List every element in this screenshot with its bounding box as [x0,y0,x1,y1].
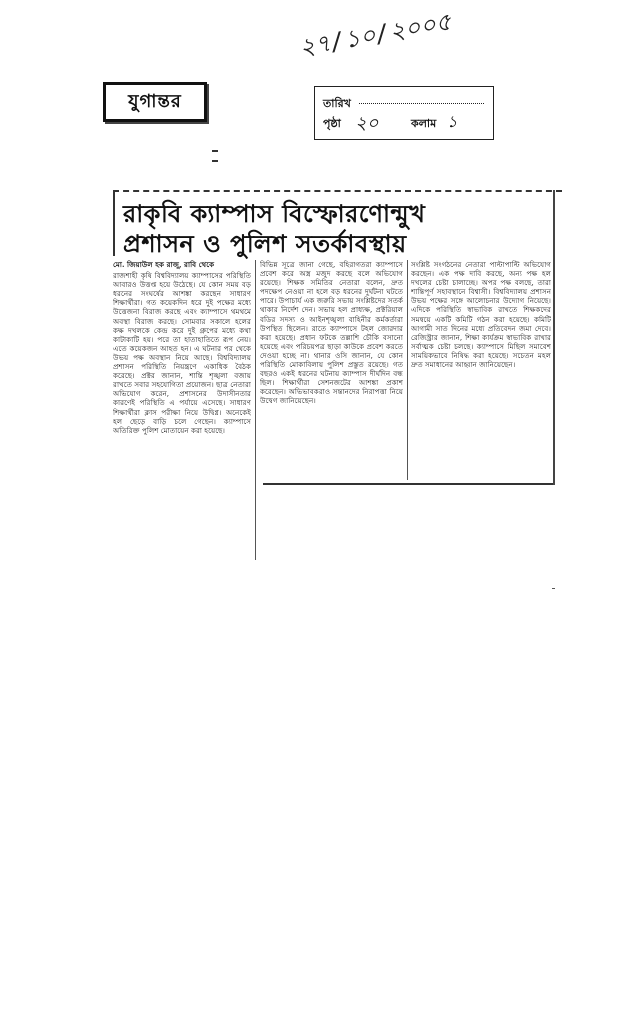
column-3-text: সংশ্লিষ্ট সংগঠনের নেতারা পাল্টাপাল্টি অভিযোগ করছেন। এক পক্ষ দাবি করছে, অন্য পক্ষ হল দখলের চেষ্টা চালাচ্ছে। অপর পক্ষ বলছে, তারা শান্তিপূর্ণ সহাবস্থানে বিশ্বাসী। বিশ্ববিদ্যালয় প্রশাসন উভয় পক্ষের সঙ্গে আলোচনার উদ্যোগ নিয়েছে। এদিকে পরিস্থিতি স্বাভাবিক রাখতে শিক্ষকদের সমন্বয়ে একটি কমিটি গঠন করা হয়েছে। কমিটি আগামী সাত দিনের মধ্যে প্রতিবেদন জমা দেবে। রেজিস্ট্রার জানান, শিক্ষা কার্যক্রম স্বাভাবিক রাখার সর্বাত্মক চেষ্টা চলছে। ক্যাম্পাসে মিছিল সমাবেশ সাময়িকভাবে নিষিদ্ধ করা হয়েছে। সচেতন মহল দ্রুত সমাধানের আহ্বান জানিয়েছেন। [411,260,551,370]
clipping-bottom-rule [263,483,553,485]
stamp-date-line [359,103,484,104]
clipping-right-edge [553,190,555,485]
article-column-3 [411,260,551,475]
handwritten-date: ২৭/১০/২০০৫ [297,7,454,62]
stamp-column-label: কলাম [411,117,437,130]
stamp-column-value: ১ [447,112,458,131]
headline-line-1: রাকৃবি ক্যাম্পাস বিস্ফোরণোন্মুখ [123,200,426,228]
column-divider [255,260,256,560]
news-clipping [113,190,560,560]
headline-box [113,190,562,256]
headline-line-2: প্রশাসন ও পুলিশ সতর্কাবস্থায় [123,230,407,258]
newspaper-name: যুগান্তর [128,90,182,112]
column-1-text: রাজশাহী কৃষি বিশ্ববিদ্যালয় ক্যাম্পাসের পরিস্থিতি আবারও উত্তপ্ত হয়ে উঠেছে। যে কোন সময় বড় ধরনের সংঘর্ষের আশঙ্কা করছেন সাধারণ শিক্ষার্থীরা। গত কয়েকদিন ধরে দুই পক্ষের মধ্যে উত্তেজনা বিরাজ করছে এবং ক্যাম্পাসে থমথমে অবস্থা বিরাজ করছে। সোমবার সকালে হলের কক্ষ দখলকে কেন্দ্র করে দুই গ্রুপের মধ্যে কথা কাটাকাটি হয়। পরে তা হাতাহাতিতে রূপ নেয়। এতে কয়েকজন আহত হন। এ ঘটনার পর থেকে উভয় পক্ষ অবস্থান নিয়ে আছে। বিশ্ববিদ্যালয় প্রশাসন পরিস্থিতি নিয়ন্ত্রণে একাধিক বৈঠক করেছে। প্রক্টর জানান, শান্তি শৃঙ্খলা বজায় রাখতে সবার সহযোগিতা প্রয়োজন। ছাত্র নেতারা অভিযোগ করেন, প্রশাসনের উদাসীনতার কারণেই পরিস্থিতি এ পর্যায়ে এসেছে। সাধারণ শিক্ষার্থীরা ক্লাস পরীক্ষা নিয়ে উদ্বিগ্ন। অনেকেই হল ছেড়ে বাড়ি চলে গেছেন। ক্যাম্পাসে অতিরিক্ত পুলিশ মোতায়েন করা হয়েছে। [113,271,251,435]
scan-mark [552,588,555,589]
stamp-page-value: ২০ [355,113,379,134]
scan-mark [212,150,218,152]
article-column-1 [113,260,251,560]
article-column-2 [260,260,403,528]
byline: মো. জিয়াউল হক রাজু, রাবি থেকে [113,260,215,269]
column-divider [407,260,408,480]
scan-mark [212,160,218,162]
archive-stamp [314,86,494,140]
stamp-date-label: তারিখ [323,97,351,110]
newspaper-masthead [103,82,207,122]
column-2-text: বিভিন্ন সূত্রে জানা গেছে, বহিরাগতরা ক্যাম্পাসে প্রবেশ করে অস্ত্র মজুদ করছে বলে অভিযোগ রয়েছে। শিক্ষক সমিতির নেতারা বলেন, দ্রুত পদক্ষেপ নেওয়া না হলে বড় ধরনের দুর্ঘটনা ঘটতে পারে। উপাচার্য এক জরুরি সভায় সংশ্লিষ্টদের সতর্ক থাকার নির্দেশ দেন। সভায় হল প্রাধ্যক্ষ, প্রক্টরিয়াল বডির সদস্য ও আইনশৃঙ্খলা বাহিনীর কর্মকর্তারা উপস্থিত ছিলেন। রাতে ক্যাম্পাসে টহল জোরদার করা হয়েছে। প্রধান ফটকে তল্লাশি চৌকি বসানো হয়েছে এবং পরিচয়পত্র ছাড়া কাউকে প্রবেশ করতে দেওয়া হচ্ছে না। থানার ওসি জানান, যে কোন পরিস্থিতি মোকাবিলায় পুলিশ প্রস্তুত রয়েছে। গত বছরও একই ধরনের ঘটনায় ক্যাম্পাস দীর্ঘদিন বন্ধ ছিল। শিক্ষার্থীরা সেশনজটের আশঙ্কা প্রকাশ করেছেন। অভিভাবকরাও সন্তানদের নিরাপত্তা নিয়ে উদ্বেগ জানিয়েছেন। [260,260,403,406]
stamp-page-label: পৃষ্ঠা [323,117,341,130]
